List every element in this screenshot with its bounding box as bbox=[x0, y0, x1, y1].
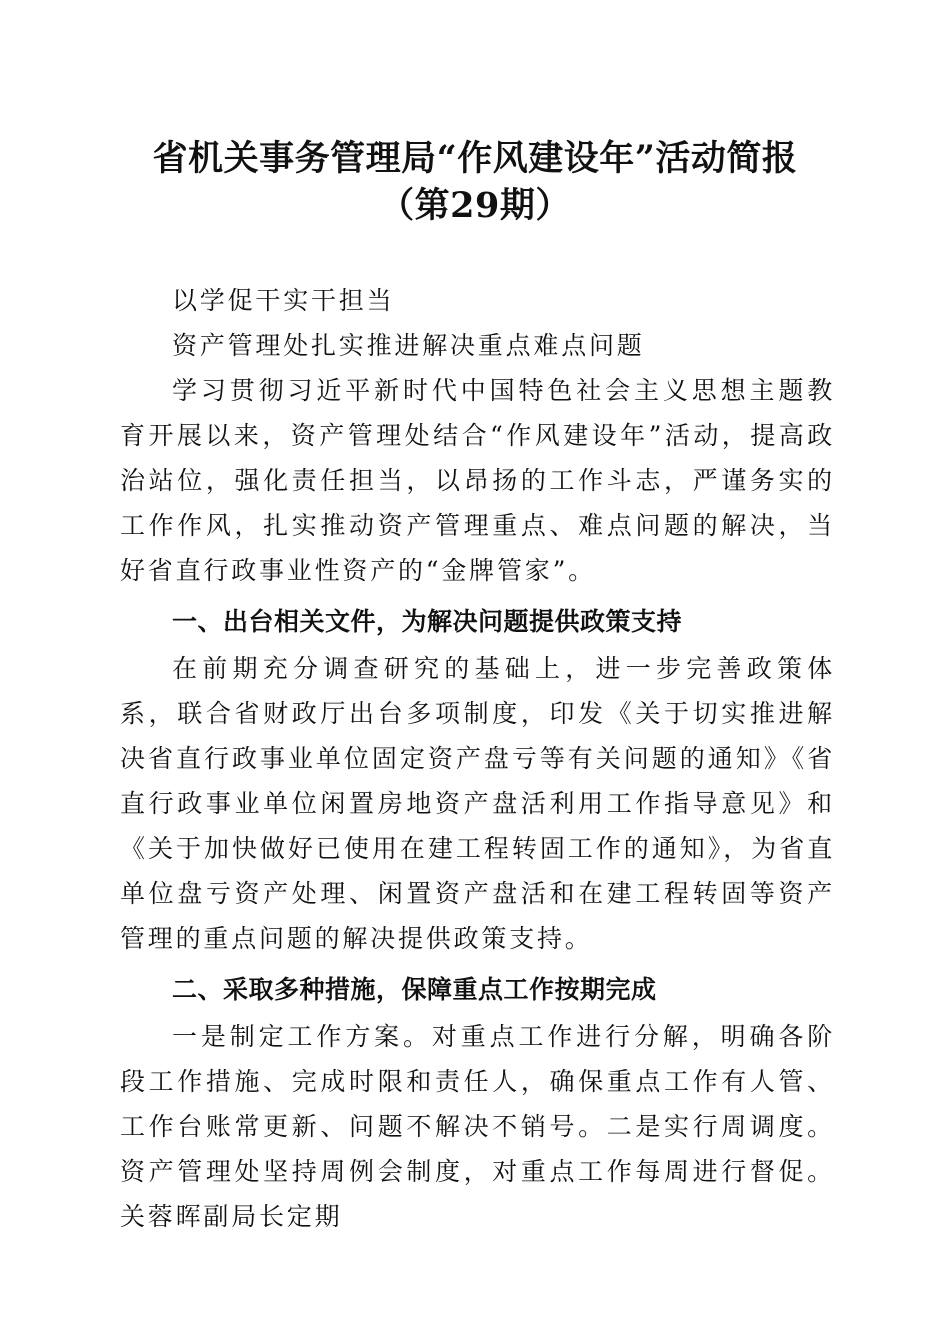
article-subtitle-2: 资产管理处扎实推进解决重点难点问题 bbox=[172, 331, 645, 360]
section-1-heading: 一、出台相关文件，为解决问题提供政策支持 bbox=[172, 607, 683, 636]
issue-number: （第29期） bbox=[379, 185, 571, 226]
document-body bbox=[120, 278, 835, 1239]
section-2-paragraph: 一是制定工作方案。对重点工作进行分解，明确各阶段工作措施、完成时限和责任人，确保重点工作有人管、工作台账常更新、问题不解决不销号。二是实行周调度。资产管理处坚持周例会制度，对重点工作每周进行督促。关蓉晖副局长定期 bbox=[120, 1022, 835, 1231]
intro-paragraph: 学习贯彻习近平新时代中国特色社会主义思想主题教育开展以来，资产管理处结合“作风建设年”活动，提高政治站位，强化责任担当，以昂扬的工作斗志，严谨务实的工作作风，扎实推动资产管理重点、难点问题的解决，当好省直行政事业性资产的“金牌管家”。 bbox=[120, 376, 835, 585]
document-title: 省机关事务管理局“作风建设年”活动简报 bbox=[152, 138, 798, 179]
article-subtitle-1: 以学促干实干担当 bbox=[172, 286, 395, 315]
section-1-paragraph: 在前期充分调查研究的基础上，进一步完善政策体系，联合省财政厅出台多项制度，印发《关于切实推进解决省直行政事业单位固定资产盘亏等有关问题的通知》《省直行政事业单位闲置房地资产盘活利用工作指导意见》和《关于加快做好已使用在建工程转固工作的通知》，为省直单位盘亏资产处理、闲置资产盘活和在建工程转固等资产管理的重点问题的解决提供政策支持。 bbox=[120, 654, 835, 953]
section-2-heading: 二、采取多种措施，保障重点工作按期完成 bbox=[172, 975, 657, 1004]
